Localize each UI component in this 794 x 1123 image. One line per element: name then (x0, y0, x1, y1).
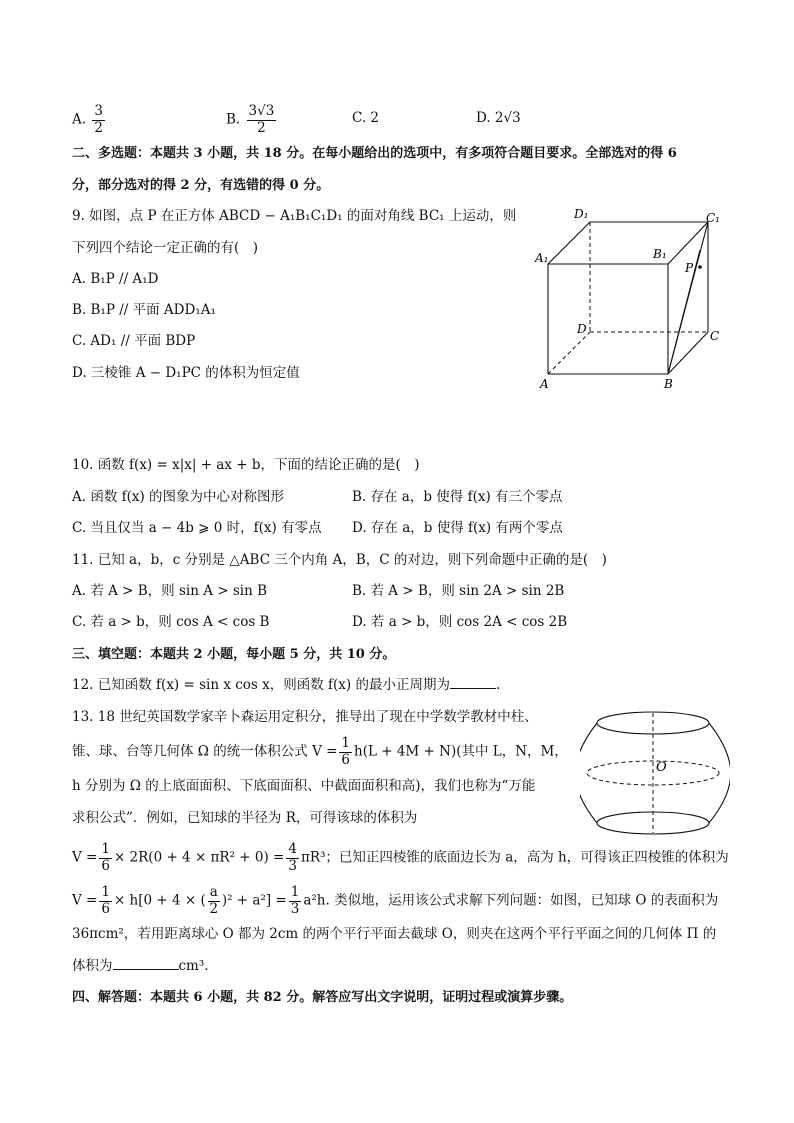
q11-option-d: D. 若 a > b，则 cos 2A < cos 2B (352, 614, 568, 630)
vertex-label-D1: D₁ (574, 207, 589, 221)
vertex-label-B1: B₁ (653, 247, 667, 261)
section2-line1: 二、多选题：本题共 3 小题，共 18 分。在每小题给出的选项中，有多项符合题目要求。全部选对的得 6 (72, 146, 677, 161)
q13-l5-post: πR³；已知正四棱锥的底面边长为 a，高为 h，可得该正四棱锥的体积为 (300, 849, 729, 866)
q13-l6-frac2 (289, 885, 302, 917)
q13-l6-post: a²h. 类似地，运用该公式求解下列问题：如图，已知球 O 的表面积为 (303, 892, 719, 909)
q13-line4: 求积公式”．例如，已知球的半径为 R，可得该球的体积为 (72, 810, 418, 826)
frac-numerator: a (209, 884, 218, 900)
q13-l5-frac1: $\frac{1}{6}$ (101, 841, 110, 874)
vertex-label-C1: C₁ (706, 211, 720, 225)
frac-denominator: 3 (290, 900, 300, 917)
q11-option-a: A. 若 A > B，则 sin A > sin B (72, 583, 268, 599)
vertex-label-A1: A₁ (535, 251, 549, 265)
q13-answer-blank (113, 968, 179, 970)
q12-stem (72, 679, 500, 693)
q13-line6 (72, 885, 718, 917)
q10-option-d: D. 存在 a，b 使得 f(x) 有两个零点 (352, 520, 563, 536)
q9-stem-line2: 下列四个结论一定正确的有( ) (72, 240, 259, 256)
frac-denominator: 3 (288, 857, 297, 874)
q13-formula-suffix: h(L + 4M + N)(其中 L，N，M， (354, 743, 568, 760)
section2-line2: 分，部分选对的得 2 分，有选错的得 0 分。 (72, 178, 330, 193)
q9-option-a: A. B₁P // A₁D (72, 271, 159, 287)
q9-option-d: D. 三棱锥 A − D₁PC 的体积为恒定值 (72, 365, 300, 381)
q13-l6-mid2: )² + a²] = (221, 892, 287, 909)
q13-l6-frac1: $\frac{1}{6}$ (101, 884, 110, 917)
q13-l5-v: V = (72, 849, 98, 866)
q13-l6-fraca2 (208, 885, 220, 917)
q12-end: . (495, 677, 501, 693)
q12-stem-text: 12. 已知函数 f(x) = sin x cos x，则函数 f(x) 的最小正周期为 (72, 677, 450, 693)
q11-stem: 11. 已知 a，b，c 分别是 △ABC 三个内角 A，B，C 的对边，则下列命题中正确的是( ) (72, 552, 607, 568)
q9-option-b: B. B₁P // 平面 ADD₁A₁ (72, 302, 216, 318)
q13-l6-mid: × h[0 + 4 × ( (113, 892, 206, 909)
vertex-label-A: A (540, 377, 549, 391)
q11-option-c: C. 若 a > b，则 cos A < cos B (72, 614, 270, 630)
q13-l6-v: V = (72, 892, 98, 909)
q10-stem: 10. 函数 f(x) = x|x| + ax + b，下面的结论正确的是( ) (72, 457, 420, 473)
frac-numerator: 1 (341, 735, 351, 751)
center-label-O: O (656, 760, 667, 775)
section3-title: 三、填空题：本题共 2 小题，每小题 5 分，共 10 分。 (72, 647, 396, 662)
q8-option-b: B. $\frac{3√3}{2}$ (226, 103, 275, 136)
q8-option-d: D. 2√3 (476, 110, 521, 126)
sphere-segment-figure (580, 705, 730, 840)
frac-numerator: 4 (288, 841, 297, 857)
q13-l5-frac2 (286, 842, 299, 874)
cube-figure (530, 200, 730, 400)
q13-formula-prefix: 锥、球、台等几何体 Ω 的统一体积公式 V = (72, 743, 338, 760)
q13-formula-frac (339, 736, 352, 768)
frac-denominator: 6 (341, 751, 351, 768)
q13-line1: 13. 18 世纪英国数学家辛卜森运用定积分，推导出了现在中学数学教材中柱、 (72, 709, 538, 725)
q8-option-a: A. $\frac{3}{2}$ (72, 103, 103, 136)
q13-l8-pre: 体积为 (72, 958, 113, 974)
q10-option-c: C. 当且仅当 a − 4b ⩾ 0 时，f(x) 有零点 (72, 520, 322, 536)
q13-line2 (72, 736, 568, 768)
q13-line5 (72, 842, 729, 874)
q13-line8 (72, 960, 209, 974)
q13-line3: h 分别为 Ω 的上底面面积、下底面面积、中截面面积和高)，我们也称为“万能 (72, 778, 536, 794)
q13-line7: 36πcm²，若用距离球心 O 都为 2cm 的两个平行平面去截球 O，则夹在这两个平行平面之间的几何体 Π 的 (72, 926, 717, 942)
section4-title: 四、解答题：本题共 6 小题，共 82 分。解答应写出文字说明，证明过程或演算步骤。 (72, 990, 573, 1005)
q13-l5-mid: × 2R(0 + 4 × πR² + 0) = (113, 849, 285, 866)
q10-option-b: B. 存在 a，b 使得 f(x) 有三个零点 (352, 489, 563, 505)
q8-option-c: C. 2 (352, 110, 380, 126)
vertex-label-C: C (710, 329, 720, 343)
vertex-label-B: B (664, 377, 673, 391)
q9-stem-line1: 9. 如图，点 P 在正方体 ABCD − A₁B₁C₁D₁ 的面对角线 BC₁ 上运动，则 (72, 208, 517, 224)
q13-l8-post: cm³. (178, 958, 209, 974)
q12-answer-blank (450, 687, 496, 689)
vertex-label-D: D (577, 322, 587, 336)
frac-numerator: 1 (290, 884, 300, 900)
frac-denominator: 2 (209, 900, 219, 917)
point-label-P: P (685, 261, 694, 275)
q11-option-b: B. 若 A > B，则 sin 2A > sin 2B (352, 583, 565, 599)
q9-option-c: C. AD₁ // 平面 BDP (72, 333, 196, 349)
q10-option-a: A. 函数 f(x) 的图象为中心对称图形 (72, 489, 285, 505)
